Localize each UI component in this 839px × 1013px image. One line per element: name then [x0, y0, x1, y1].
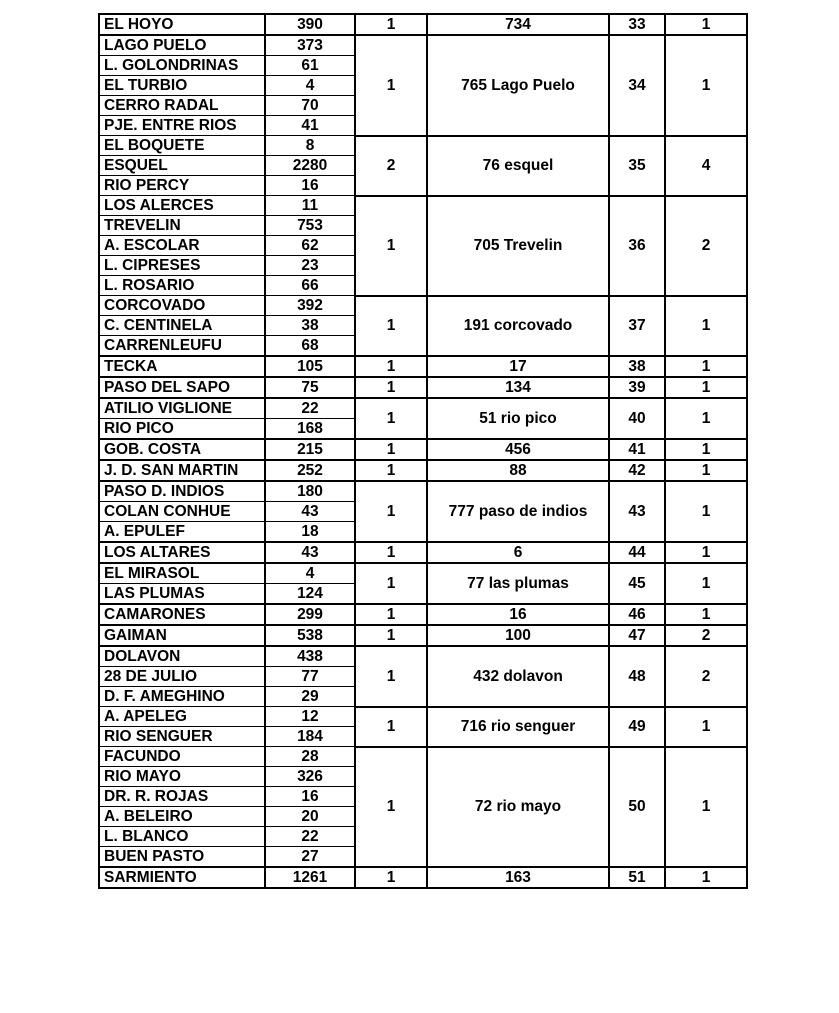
- locality-name: RIO PICO: [99, 419, 265, 440]
- group-total: 4: [665, 136, 747, 196]
- group-total: 1: [665, 460, 747, 481]
- locality-name: A. APELEG: [99, 707, 265, 727]
- group-total: 1: [665, 563, 747, 604]
- locality-count: 105: [265, 356, 355, 377]
- locality-count: 11: [265, 196, 355, 216]
- locality-name: TECKA: [99, 356, 265, 377]
- group-total: 1: [665, 707, 747, 747]
- group-number: 35: [609, 136, 665, 196]
- locality-name: EL TURBIO: [99, 76, 265, 96]
- locality-count: 27: [265, 847, 355, 868]
- group-count: 1: [355, 625, 427, 646]
- locality-name: SARMIENTO: [99, 867, 265, 888]
- table-row: [99, 625, 747, 646]
- table-row: [99, 439, 747, 460]
- group-number: 41: [609, 439, 665, 460]
- table-row: [99, 35, 747, 56]
- locality-name: L. CIPRESES: [99, 256, 265, 276]
- group-total: 1: [665, 296, 747, 357]
- group-count: 1: [355, 356, 427, 377]
- locality-count: 373: [265, 35, 355, 56]
- locality-name: C. CENTINELA: [99, 316, 265, 336]
- group-count: 1: [355, 563, 427, 604]
- group-total: 1: [665, 356, 747, 377]
- table-row: [99, 377, 747, 398]
- group-number: 40: [609, 398, 665, 439]
- group-count: 1: [355, 377, 427, 398]
- locality-count: 29: [265, 687, 355, 707]
- locality-name: A. EPULEF: [99, 522, 265, 543]
- locality-name: FACUNDO: [99, 747, 265, 767]
- locality-count: 23: [265, 256, 355, 276]
- group-total: 1: [665, 542, 747, 563]
- locality-name: L. GOLONDRINAS: [99, 56, 265, 76]
- locality-name: COLAN CONHUE: [99, 502, 265, 522]
- locality-name: RIO SENGUER: [99, 727, 265, 747]
- table-row: [99, 296, 747, 316]
- locality-count: 43: [265, 542, 355, 563]
- group-total: 1: [665, 481, 747, 542]
- locality-count: 66: [265, 276, 355, 296]
- locality-count: 62: [265, 236, 355, 256]
- locality-count: 68: [265, 336, 355, 357]
- group-code-name: 163: [427, 867, 609, 888]
- locality-name: CAMARONES: [99, 604, 265, 625]
- table-body: [99, 14, 747, 888]
- group-count: 1: [355, 460, 427, 481]
- table-row: [99, 136, 747, 156]
- locality-name: BUEN PASTO: [99, 847, 265, 868]
- table-row: [99, 356, 747, 377]
- locality-name: DR. R. ROJAS: [99, 787, 265, 807]
- group-total: 1: [665, 398, 747, 439]
- locality-count: 20: [265, 807, 355, 827]
- locality-count: 2280: [265, 156, 355, 176]
- locality-count: 70: [265, 96, 355, 116]
- table-row: [99, 604, 747, 625]
- locality-name: L. BLANCO: [99, 827, 265, 847]
- locality-name: LAGO PUELO: [99, 35, 265, 56]
- group-number: 36: [609, 196, 665, 296]
- group-code-name: 432 dolavon: [427, 646, 609, 707]
- group-count: 1: [355, 646, 427, 707]
- locality-count: 28: [265, 747, 355, 767]
- group-number: 37: [609, 296, 665, 357]
- group-count: 1: [355, 747, 427, 868]
- table-row: [99, 481, 747, 502]
- locality-name: EL BOQUETE: [99, 136, 265, 156]
- locality-count: 43: [265, 502, 355, 522]
- group-code-name: 88: [427, 460, 609, 481]
- locality-count: 18: [265, 522, 355, 543]
- locality-name: EL HOYO: [99, 14, 265, 35]
- locality-count: 22: [265, 827, 355, 847]
- locality-name: TREVELIN: [99, 216, 265, 236]
- locality-name: PJE. ENTRE RIOS: [99, 116, 265, 136]
- group-count: 1: [355, 542, 427, 563]
- locality-name: 28 DE JULIO: [99, 667, 265, 687]
- locality-count: 168: [265, 419, 355, 440]
- locality-count: 299: [265, 604, 355, 625]
- group-number: 38: [609, 356, 665, 377]
- group-code-name: 705 Trevelin: [427, 196, 609, 296]
- group-total: 1: [665, 14, 747, 35]
- group-total: 1: [665, 439, 747, 460]
- locality-count: 4: [265, 76, 355, 96]
- locality-count: 252: [265, 460, 355, 481]
- locality-count: 22: [265, 398, 355, 419]
- group-code-name: 16: [427, 604, 609, 625]
- table-row: [99, 196, 747, 216]
- group-count: 1: [355, 604, 427, 625]
- group-number: 48: [609, 646, 665, 707]
- group-count: 1: [355, 439, 427, 460]
- group-count: 2: [355, 136, 427, 196]
- group-total: 1: [665, 35, 747, 136]
- group-total: 2: [665, 625, 747, 646]
- group-number: 46: [609, 604, 665, 625]
- group-code-name: 734: [427, 14, 609, 35]
- table-row: [99, 398, 747, 419]
- locality-name: EL MIRASOL: [99, 563, 265, 584]
- group-total: 2: [665, 196, 747, 296]
- locality-count: 392: [265, 296, 355, 316]
- locality-name: PASO DEL SAPO: [99, 377, 265, 398]
- group-count: 1: [355, 296, 427, 357]
- group-code-name: 134: [427, 377, 609, 398]
- group-total: 1: [665, 377, 747, 398]
- locality-name: L. ROSARIO: [99, 276, 265, 296]
- group-count: 1: [355, 196, 427, 296]
- group-total: 1: [665, 867, 747, 888]
- group-number: 47: [609, 625, 665, 646]
- locality-name: ATILIO VIGLIONE: [99, 398, 265, 419]
- group-code-name: 77 las plumas: [427, 563, 609, 604]
- locality-count: 8: [265, 136, 355, 156]
- group-code-name: 76 esquel: [427, 136, 609, 196]
- group-code-name: 456: [427, 439, 609, 460]
- locality-count: 124: [265, 584, 355, 605]
- locality-count: 16: [265, 176, 355, 196]
- locality-count: 75: [265, 377, 355, 398]
- locality-count: 38: [265, 316, 355, 336]
- locality-name: CARRENLEUFU: [99, 336, 265, 357]
- group-code-name: 191 corcovado: [427, 296, 609, 357]
- group-count: 1: [355, 707, 427, 747]
- group-count: 1: [355, 867, 427, 888]
- group-count: 1: [355, 398, 427, 439]
- locality-name: LOS ALERCES: [99, 196, 265, 216]
- locality-name: LAS PLUMAS: [99, 584, 265, 605]
- table-row: [99, 707, 747, 727]
- locality-name: ESQUEL: [99, 156, 265, 176]
- locality-count: 753: [265, 216, 355, 236]
- locality-count: 184: [265, 727, 355, 747]
- locality-count: 16: [265, 787, 355, 807]
- group-code-name: 716 rio senguer: [427, 707, 609, 747]
- group-count: 1: [355, 35, 427, 136]
- group-total: 1: [665, 747, 747, 868]
- group-code-name: 17: [427, 356, 609, 377]
- locality-name: J. D. SAN MARTIN: [99, 460, 265, 481]
- group-number: 49: [609, 707, 665, 747]
- group-total: 2: [665, 646, 747, 707]
- locality-count: 4: [265, 563, 355, 584]
- table-row: [99, 14, 747, 35]
- locality-count: 390: [265, 14, 355, 35]
- group-number: 39: [609, 377, 665, 398]
- locality-name: GOB. COSTA: [99, 439, 265, 460]
- group-number: 43: [609, 481, 665, 542]
- group-code-name: 100: [427, 625, 609, 646]
- table-row: [99, 646, 747, 667]
- locality-name: CORCOVADO: [99, 296, 265, 316]
- locality-name: DOLAVON: [99, 646, 265, 667]
- table-row: [99, 542, 747, 563]
- locality-name: GAIMAN: [99, 625, 265, 646]
- group-code-name: 51 rio pico: [427, 398, 609, 439]
- locality-count: 61: [265, 56, 355, 76]
- locality-count: 215: [265, 439, 355, 460]
- group-number: 44: [609, 542, 665, 563]
- group-count: 1: [355, 481, 427, 542]
- localities-table: [98, 13, 748, 889]
- locality-name: PASO D. INDIOS: [99, 481, 265, 502]
- group-code-name: 765 Lago Puelo: [427, 35, 609, 136]
- locality-count: 1261: [265, 867, 355, 888]
- group-code-name: 777 paso de indios: [427, 481, 609, 542]
- locality-name: D. F. AMEGHINO: [99, 687, 265, 707]
- locality-name: RIO MAYO: [99, 767, 265, 787]
- locality-name: LOS ALTARES: [99, 542, 265, 563]
- group-number: 34: [609, 35, 665, 136]
- group-code-name: 72 rio mayo: [427, 747, 609, 868]
- locality-count: 326: [265, 767, 355, 787]
- table-row: [99, 867, 747, 888]
- group-total: 1: [665, 604, 747, 625]
- table-row: [99, 747, 747, 767]
- locality-count: 180: [265, 481, 355, 502]
- locality-name: A. ESCOLAR: [99, 236, 265, 256]
- locality-name: RIO PERCY: [99, 176, 265, 196]
- locality-name: CERRO RADAL: [99, 96, 265, 116]
- locality-count: 41: [265, 116, 355, 136]
- locality-count: 77: [265, 667, 355, 687]
- locality-count: 438: [265, 646, 355, 667]
- table-row: [99, 460, 747, 481]
- group-count: 1: [355, 14, 427, 35]
- group-number: 33: [609, 14, 665, 35]
- group-code-name: 6: [427, 542, 609, 563]
- table-row: [99, 563, 747, 584]
- locality-count: 12: [265, 707, 355, 727]
- group-number: 45: [609, 563, 665, 604]
- group-number: 50: [609, 747, 665, 868]
- locality-name: A. BELEIRO: [99, 807, 265, 827]
- group-number: 42: [609, 460, 665, 481]
- group-number: 51: [609, 867, 665, 888]
- locality-count: 538: [265, 625, 355, 646]
